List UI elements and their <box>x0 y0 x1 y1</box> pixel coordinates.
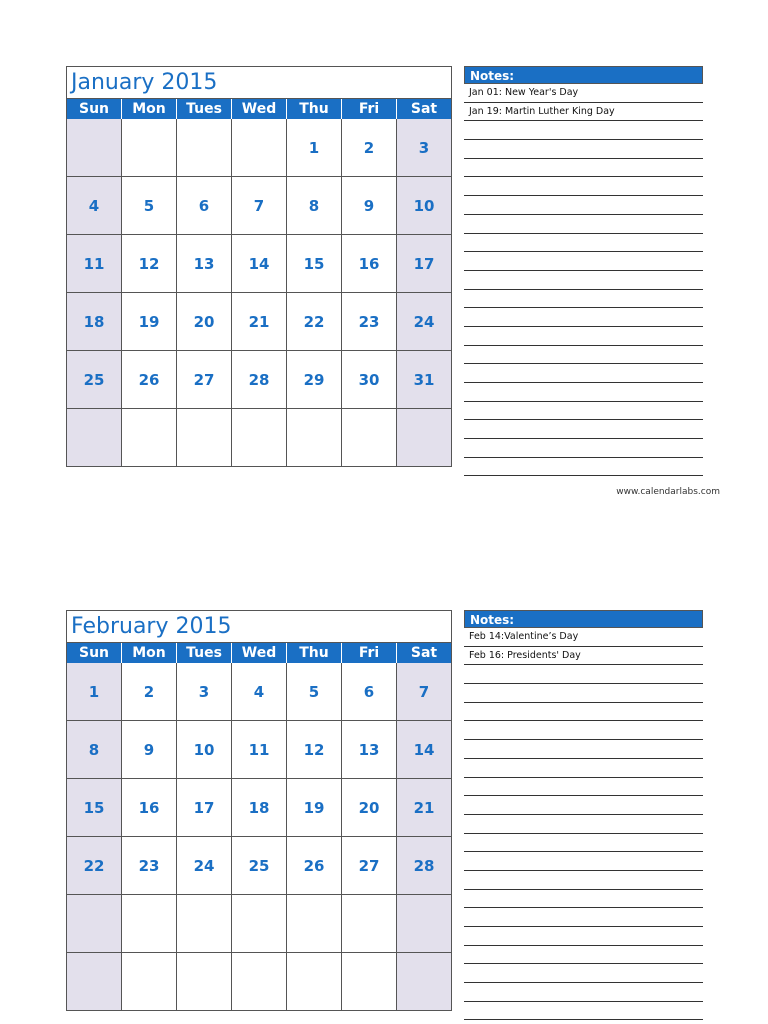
day-cell: 23 <box>122 837 177 894</box>
weekday-header <box>67 99 451 119</box>
note-line <box>464 159 703 178</box>
day-cell: 1 <box>67 663 122 720</box>
note-line <box>464 140 703 159</box>
note-line <box>464 796 703 815</box>
note-line <box>464 946 703 965</box>
weekday-label: Tues <box>177 99 232 119</box>
day-cell <box>122 119 177 176</box>
week-row <box>67 292 451 350</box>
weekday-label: Wed <box>232 99 287 119</box>
day-cell: 27 <box>342 837 397 894</box>
note-line <box>464 290 703 309</box>
note-line <box>464 815 703 834</box>
day-cell: 13 <box>342 721 397 778</box>
weekday-label: Sun <box>67 99 122 119</box>
note-line <box>464 420 703 439</box>
day-cell <box>397 953 451 1010</box>
day-cell: 11 <box>232 721 287 778</box>
note-line <box>464 402 703 421</box>
note-line <box>464 121 703 140</box>
note-line <box>464 364 703 383</box>
note-line <box>464 721 703 740</box>
day-cell: 20 <box>342 779 397 836</box>
note-lines <box>464 84 703 476</box>
week-rows <box>67 119 451 466</box>
day-cell: 8 <box>67 721 122 778</box>
day-cell: 3 <box>397 119 451 176</box>
day-cell <box>232 409 287 466</box>
day-cell <box>67 895 122 952</box>
note-line <box>464 383 703 402</box>
note-line <box>464 740 703 759</box>
week-row <box>67 836 451 894</box>
week-row <box>67 350 451 408</box>
day-cell: 2 <box>122 663 177 720</box>
day-cell: 19 <box>287 779 342 836</box>
day-cell: 30 <box>342 351 397 408</box>
day-cell <box>397 895 451 952</box>
day-cell: 16 <box>122 779 177 836</box>
weekday-label: Tues <box>177 643 232 663</box>
week-row <box>67 663 451 720</box>
day-cell: 18 <box>232 779 287 836</box>
day-cell: 24 <box>177 837 232 894</box>
day-cell: 15 <box>287 235 342 292</box>
day-cell: 6 <box>177 177 232 234</box>
day-cell <box>287 409 342 466</box>
day-cell <box>122 895 177 952</box>
day-cell: 21 <box>232 293 287 350</box>
notes-panel-january <box>464 66 703 476</box>
note-line <box>464 252 703 271</box>
note-line: Feb 16: Presidents' Day <box>464 647 703 666</box>
week-row <box>67 952 451 1010</box>
notes-panel-february <box>464 610 703 1020</box>
day-cell: 14 <box>397 721 451 778</box>
note-lines <box>464 628 703 1020</box>
calendar-february <box>66 610 452 1011</box>
note-line <box>464 177 703 196</box>
note-line <box>464 871 703 890</box>
day-cell: 27 <box>177 351 232 408</box>
week-row <box>67 720 451 778</box>
day-cell: 11 <box>67 235 122 292</box>
day-cell <box>67 409 122 466</box>
week-row <box>67 176 451 234</box>
weekday-label: Sat <box>410 645 438 661</box>
day-cell: 5 <box>287 663 342 720</box>
note-line <box>464 234 703 253</box>
day-cell <box>177 409 232 466</box>
day-cell: 24 <box>397 293 451 350</box>
weekday-label: Sat <box>410 101 438 117</box>
day-cell <box>342 409 397 466</box>
day-cell: 28 <box>397 837 451 894</box>
day-cell <box>232 953 287 1010</box>
note-line <box>464 665 703 684</box>
day-cell: 12 <box>122 235 177 292</box>
day-cell: 17 <box>397 235 451 292</box>
note-line <box>464 927 703 946</box>
note-line: Jan 01: New Year's Day <box>464 84 703 103</box>
note-line <box>464 778 703 797</box>
day-cell: 20 <box>177 293 232 350</box>
note-line <box>464 964 703 983</box>
week-rows <box>67 663 451 1010</box>
day-cell: 3 <box>177 663 232 720</box>
note-line <box>464 327 703 346</box>
note-line <box>464 346 703 365</box>
day-cell: 16 <box>342 235 397 292</box>
month-title: February 2015 <box>67 611 451 643</box>
note-line <box>464 308 703 327</box>
note-line <box>464 215 703 234</box>
calendar-january <box>66 66 452 467</box>
weekday-label: Mon <box>122 99 177 119</box>
day-cell <box>67 953 122 1010</box>
day-cell <box>122 409 177 466</box>
day-cell: 6 <box>342 663 397 720</box>
day-cell: 31 <box>397 351 451 408</box>
day-cell: 10 <box>397 177 451 234</box>
note-line <box>464 1002 703 1021</box>
week-row <box>67 778 451 836</box>
weekday-label: Thu <box>287 99 342 119</box>
day-cell: 2 <box>342 119 397 176</box>
month-title: January 2015 <box>67 67 451 99</box>
day-cell <box>232 895 287 952</box>
weekday-label: Mon <box>122 643 177 663</box>
week-row <box>67 119 451 176</box>
day-cell: 22 <box>287 293 342 350</box>
notes-title: Notes: <box>464 610 703 628</box>
day-cell: 22 <box>67 837 122 894</box>
day-cell <box>122 953 177 1010</box>
note-line <box>464 834 703 853</box>
weekday-label: Thu <box>287 643 342 663</box>
day-cell <box>177 119 232 176</box>
note-line <box>464 271 703 290</box>
day-cell <box>287 953 342 1010</box>
day-cell: 28 <box>232 351 287 408</box>
day-cell: 29 <box>287 351 342 408</box>
week-row <box>67 894 451 952</box>
notes-title: Notes: <box>464 66 703 84</box>
day-cell <box>287 895 342 952</box>
day-cell: 25 <box>67 351 122 408</box>
day-cell: 5 <box>122 177 177 234</box>
note-line <box>464 890 703 909</box>
week-row <box>67 234 451 292</box>
note-line: Feb 14:Valentine’s Day <box>464 628 703 647</box>
day-cell: 17 <box>177 779 232 836</box>
weekday-label: Wed <box>232 643 287 663</box>
day-cell: 9 <box>342 177 397 234</box>
note-line <box>464 908 703 927</box>
weekday-label: Fri <box>342 99 397 119</box>
day-cell: 9 <box>122 721 177 778</box>
note-line <box>464 684 703 703</box>
day-cell: 4 <box>232 663 287 720</box>
day-cell: 26 <box>287 837 342 894</box>
day-cell <box>177 895 232 952</box>
day-cell: 18 <box>67 293 122 350</box>
day-cell: 7 <box>397 663 451 720</box>
note-line <box>464 852 703 871</box>
day-cell: 1 <box>287 119 342 176</box>
note-line <box>464 458 703 477</box>
day-cell: 19 <box>122 293 177 350</box>
day-cell <box>67 119 122 176</box>
site-url: www.calendarlabs.com <box>616 487 720 497</box>
note-line <box>464 703 703 722</box>
day-cell <box>177 953 232 1010</box>
day-cell: 8 <box>287 177 342 234</box>
note-line <box>464 196 703 215</box>
week-row <box>67 408 451 466</box>
weekday-label: Fri <box>342 643 397 663</box>
note-line <box>464 983 703 1002</box>
weekday-header <box>67 643 451 663</box>
note-line <box>464 439 703 458</box>
day-cell: 4 <box>67 177 122 234</box>
day-cell: 13 <box>177 235 232 292</box>
day-cell <box>342 895 397 952</box>
day-cell: 25 <box>232 837 287 894</box>
day-cell: 23 <box>342 293 397 350</box>
note-line: Jan 19: Martin Luther King Day <box>464 103 703 122</box>
note-line <box>464 759 703 778</box>
weekday-label: Sun <box>67 643 122 663</box>
day-cell: 7 <box>232 177 287 234</box>
day-cell: 26 <box>122 351 177 408</box>
day-cell <box>397 409 451 466</box>
day-cell: 10 <box>177 721 232 778</box>
day-cell <box>232 119 287 176</box>
day-cell: 12 <box>287 721 342 778</box>
day-cell: 15 <box>67 779 122 836</box>
day-cell: 21 <box>397 779 451 836</box>
day-cell <box>342 953 397 1010</box>
day-cell: 14 <box>232 235 287 292</box>
